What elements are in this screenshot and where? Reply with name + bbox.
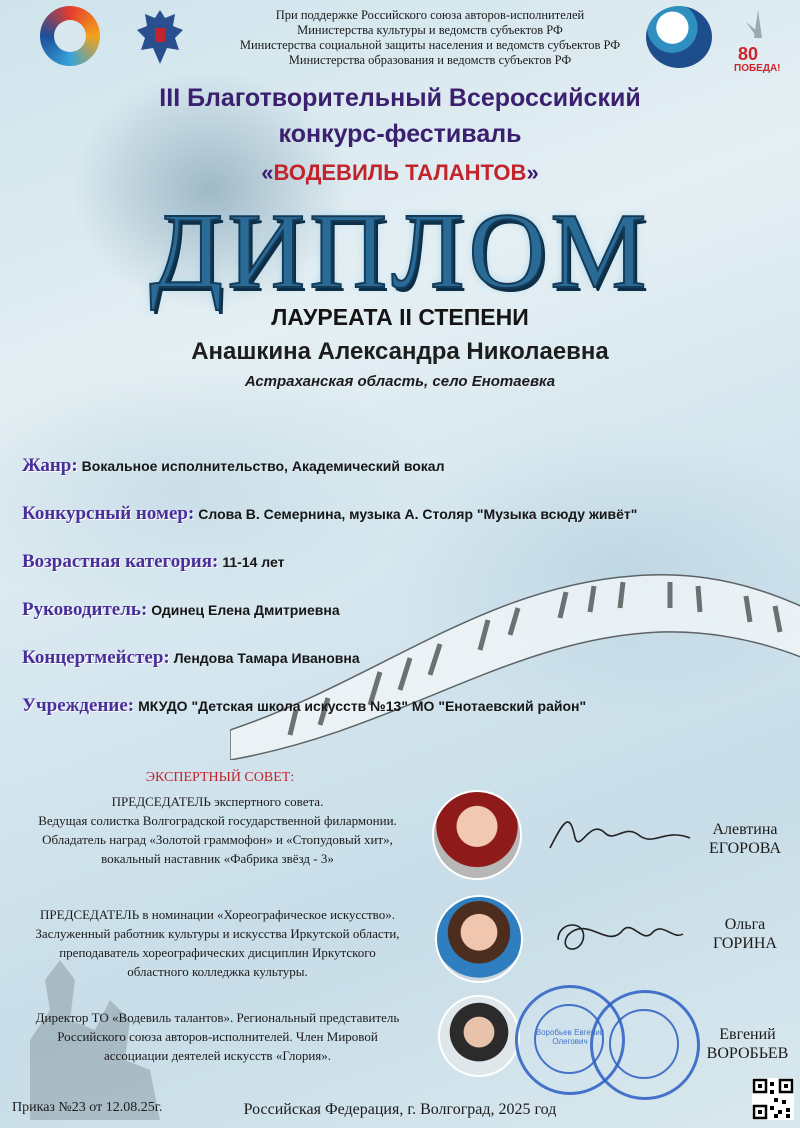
expert-photo (435, 895, 523, 983)
detail-label: Конкурсный номер: (22, 503, 195, 524)
expert-bio-2 (10, 905, 425, 981)
stamp-text: Воробьев Евгений Олегович (535, 1028, 605, 1046)
support-line: Министерства образования и ведомств субъектов РФ (288, 53, 572, 67)
festival-name-text: ВОДЕВИЛЬ ТАЛАНТОВ (273, 160, 527, 185)
expert-bio-3 (10, 1008, 425, 1065)
detail-label: Учреждение: (22, 695, 135, 716)
support-line: Министерства социальной защиты населения и ведомств субъектов РФ (239, 38, 621, 52)
support-line: При поддержке Российского союза авторов-исполнителей (275, 8, 585, 22)
detail-row-age (22, 551, 284, 573)
expert-first-name: Евгений (719, 1026, 776, 1043)
victory-80-badge (732, 8, 784, 78)
detail-value: Слова В. Семернина, музыка А. Столяр "Музыка всюду живёт" (198, 506, 638, 522)
detail-value: 11-14 лет (222, 554, 285, 570)
bio-line: Ведущая солистка Волгоградской государственной филармонии. (38, 813, 397, 828)
bio-line: преподаватель хореографических дисциплин Иркутского (59, 945, 376, 960)
expert-name-1 (690, 820, 800, 858)
expert-name-3 (695, 1025, 800, 1063)
expert-photo (432, 790, 522, 880)
detail-value: Вокальное исполнительство, Академический вокал (81, 458, 445, 474)
festival-logo (40, 6, 100, 66)
expert-last-name: ЕГОРОВА (708, 840, 782, 857)
expert-last-name: ГОРИНА (713, 935, 777, 952)
expert-last-name: ВОРОБЬЕВ (706, 1045, 789, 1062)
support-statement (210, 8, 650, 68)
order-number: Приказ №23 от 12.08.25г. (12, 1100, 163, 1115)
bio-line: Обладатель наград «Золотой граммофон» и «Стопудовый хит», (42, 832, 393, 847)
detail-row-number (22, 503, 637, 525)
expert-first-name: Алевтина (712, 821, 778, 838)
expert-photo (438, 995, 520, 1077)
bio-line: ПРЕДСЕДАТЕЛЬ экспертного совета. (111, 794, 324, 809)
place-and-year: Российская Федерация, г. Волгоград, 2025 год (243, 1101, 557, 1118)
detail-label: Жанр: (22, 455, 78, 476)
expert-name-2 (690, 915, 800, 953)
victory-number: 80 (738, 44, 759, 64)
detail-row-genre (22, 455, 444, 477)
bio-line: Директор ТО «Водевиль талантов». Региональный представитель (35, 1010, 400, 1025)
detail-row-institution (22, 695, 586, 717)
expert-council-title: ЭКСПЕРТНЫЙ СОВЕТ: (145, 770, 295, 785)
festival-name (0, 160, 800, 186)
participant-name: Анашкина Александра Николаевна (191, 338, 609, 365)
qr-code-icon (752, 1078, 794, 1120)
quote-open: « (261, 160, 274, 185)
bio-line: ассоциации деятелей искусств «Глория». (103, 1048, 332, 1063)
expert-first-name: Ольга (724, 916, 766, 933)
detail-row-supervisor (22, 599, 340, 621)
quote-close: » (526, 160, 539, 185)
detail-row-accompanist (22, 647, 360, 669)
seal-stamp-secondary (590, 990, 700, 1100)
participant-region: Астраханская область, село Енотаевка (244, 373, 556, 390)
expert-bio-1 (10, 792, 425, 868)
signature (548, 910, 688, 960)
detail-label: Концертмейстер: (22, 647, 170, 668)
detail-value: Лендова Тамара Ивановна (173, 650, 360, 666)
festival-title-line2: конкурс-фестиваль (278, 120, 522, 148)
bio-line: областного колледжка культуры. (127, 964, 308, 979)
laureate-degree: ЛАУРЕАТА II СТЕПЕНИ (271, 304, 529, 330)
bio-line: ПРЕДСЕДАТЕЛЬ в номинации «Хореографическое искусство». (40, 907, 395, 922)
bio-line: Заслуженный работник культуры и искусства Иркутской области, (35, 926, 400, 941)
bio-line: вокальный наставник «Фабрика звёзд - 3» (101, 851, 334, 866)
signature (545, 808, 695, 858)
festival-title-line1: III Благотворительный Всероссийский (159, 84, 641, 112)
detail-label: Возрастная категория: (22, 551, 219, 572)
detail-label: Руководитель: (22, 599, 148, 620)
bio-line: Российского союза авторов-исполнителей. Член Мировой (57, 1029, 378, 1044)
detail-value: Одинец Елена Дмитриевна (151, 602, 340, 618)
coat-of-arms-icon (135, 6, 185, 68)
detail-value: МКУДО "Детская школа искусств №13" МО "Енотаевский район" (138, 698, 587, 714)
victory-word: ПОБЕДА! (734, 63, 781, 74)
diploma-heading: ДИПЛОМ (149, 192, 651, 311)
seal-inner-ring (609, 1009, 679, 1079)
support-line: Министерства культуры и ведомств субъектов РФ (297, 23, 563, 37)
authors-union-logo (646, 6, 712, 68)
